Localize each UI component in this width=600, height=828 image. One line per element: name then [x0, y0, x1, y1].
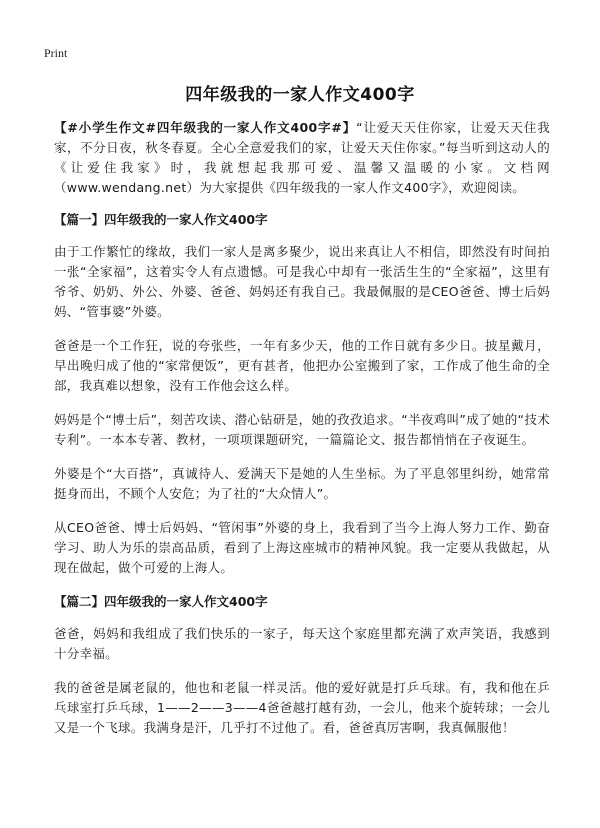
intro-paragraph [54, 118, 550, 198]
section-1-paragraph-1: 由于工作繁忙的缘故，我们一家人是离多聚少，说出来真让人不相信，即然没有时间拍一张“全家福”，这着实令人有点遗憾。可是我心中却有一张活生生的“全家福”，这里有爷爷、奶奶、外公、外婆、爸爸、妈妈还有我自己。我最佩服的是CEO爸爸、博士后妈妈、“管事婆”外婆。 [54, 244, 550, 319]
article-body [54, 118, 550, 752]
section-2-paragraph-2: 我的爸爸是属老鼠的，他也和老鼠一样灵活。他的爱好就是打乒乓球。有，我和他在乒乓球室打乒乓球，1——2——3——4爸爸越打越有劲，一会儿，他来个旋转球；一会儿又是一个飞球。我满身是汗，几乎打不过他了。看，爸爸真厉害啊，我真佩服他！ [54, 680, 550, 735]
page-title: 四年级我的一家人作文400字 [185, 85, 415, 105]
section-1-paragraph-2: 爸爸是一个工作狂，说的夸张些，一年有多少天，他的工作日就有多少日。披星戴月，早出晚归成了他的“家常便饭”，更有甚者，他把办公室搬到了家，工作成了他生命的全部，我真难以想象，没有工作他会这么样。 [54, 338, 550, 393]
section-2-paragraph-1: 爸爸，妈妈和我组成了我们快乐的一家子，每天这个家庭里都充满了欢声笑语，我感到十分幸福。 [54, 626, 550, 661]
section-heading-1: 【篇一】四年级我的一家人作文400字 [54, 212, 268, 227]
intro-text: “让爱天天住你家，让爱天天住我家，不分日夜，秋冬春夏。全心全意爱我们的家，让爱天天住你家。”每当听到这动人的《让爱住我家》时，我就想起我那可爱、温馨又温暖的小家。文档网（www.wendang.net）为大家提供《四年级我的一家人作文400字》，欢迎阅读。 [54, 120, 550, 195]
section-1-paragraph-5: 从CEO爸爸、博士后妈妈、“管闲事”外婆的身上，我看到了当今上海人努力工作、勤奋学习、助人为乐的崇高品质，看到了上海这座城市的精神风貌。我一定要从我做起，从现在做起，做个可爱的上海人。 [54, 520, 550, 575]
section-1-paragraph-4: 外婆是个“大百搭”，真诚待人、爱满天下是她的人生坐标。为了平息邻里纠纷，她常常挺身而出，不顾个人安危；为了社的“大众情人”。 [54, 466, 550, 501]
intro-tag-prefix: 【#小学生作文#四年级我的一家人作文400字#】 [54, 120, 357, 135]
section-1-paragraph-3: 妈妈是个“博士后”，刻苦攻读、潜心钻研是，她的孜孜追求。“半夜鸡叫”成了她的“技术专利”。一本本专著、教材，一项项课题研究，一篇篇论文、报告都悄悄在子夜诞生。 [54, 412, 550, 447]
section-heading-2: 【篇二】四年级我的一家人作文400字 [54, 594, 268, 609]
print-link[interactable]: Print [44, 46, 68, 60]
